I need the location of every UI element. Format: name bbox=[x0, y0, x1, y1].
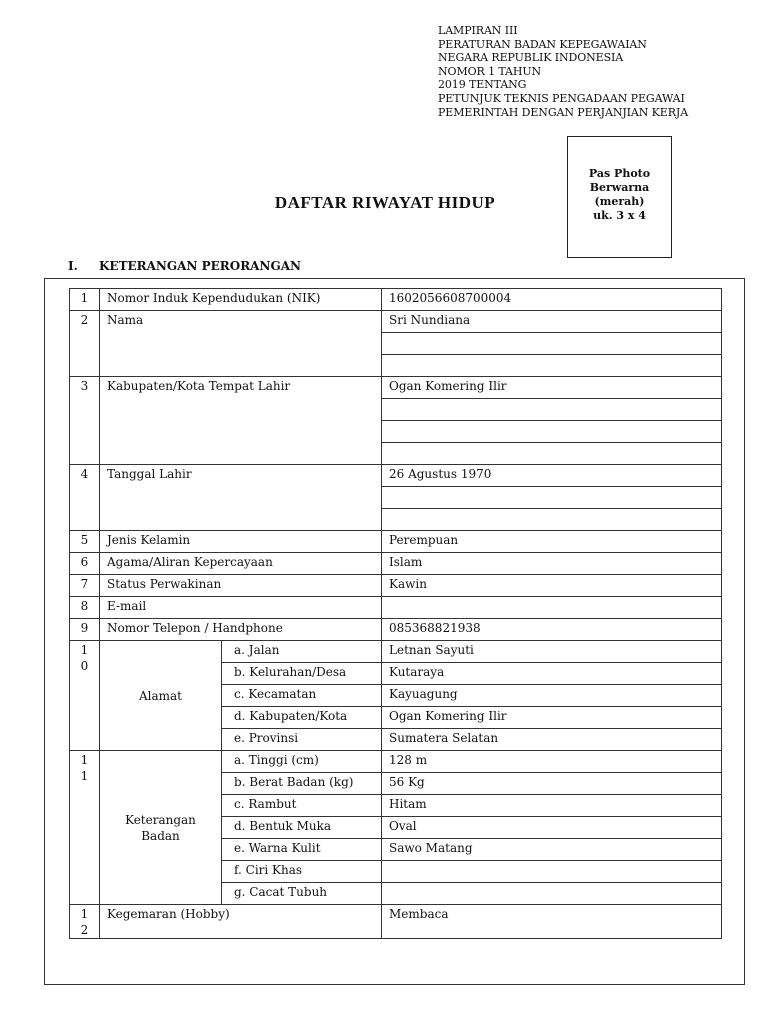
row-number bbox=[70, 641, 100, 751]
table-row bbox=[70, 311, 722, 333]
field-value: 085368821938 bbox=[382, 619, 722, 641]
lampiran-line: 2019 TENTANG bbox=[438, 78, 527, 92]
row-number: 6 bbox=[70, 553, 100, 575]
sub-field-label: d. Kabupaten/Kota bbox=[222, 707, 382, 729]
field-value-empty bbox=[382, 333, 722, 355]
section-number: I. bbox=[68, 259, 78, 273]
field-value: Hitam bbox=[382, 795, 722, 817]
row-number: 1 bbox=[70, 289, 100, 311]
lampiran-line: PEMERINTAH DENGAN PERJANJIAN KERJA bbox=[438, 105, 689, 119]
field-value: Membaca bbox=[382, 905, 722, 939]
section-heading bbox=[68, 259, 301, 273]
row-number: 8 bbox=[70, 597, 100, 619]
field-value: Islam bbox=[382, 553, 722, 575]
table-row bbox=[70, 641, 722, 663]
field-value-empty bbox=[382, 355, 722, 377]
label-line: Keterangan bbox=[125, 812, 196, 827]
table-row bbox=[70, 465, 722, 487]
lampiran-line: NOMOR 1 TAHUN bbox=[438, 64, 542, 78]
field-label: Tanggal Lahir bbox=[100, 465, 382, 531]
photo-caption-line: Berwarna bbox=[589, 181, 650, 194]
row-number: 3 bbox=[70, 377, 100, 465]
field-value bbox=[382, 597, 722, 619]
row-number bbox=[70, 905, 100, 939]
field-label: Nama bbox=[100, 311, 382, 377]
field-value bbox=[382, 861, 722, 883]
field-value: Perempuan bbox=[382, 531, 722, 553]
photo-caption-line: Pas Photo bbox=[588, 167, 651, 180]
field-value: Kawin bbox=[382, 575, 722, 597]
photo-caption-line: uk. 3 x 4 bbox=[593, 209, 646, 222]
field-label: E-mail bbox=[100, 597, 382, 619]
field-label: Jenis Kelamin bbox=[100, 531, 382, 553]
row-number: 7 bbox=[70, 575, 100, 597]
document-title: DAFTAR RIWAYAT HIDUP bbox=[274, 193, 496, 212]
sub-field-label: c. Kecamatan bbox=[222, 685, 382, 707]
row-number-digit: 1 bbox=[80, 769, 89, 783]
field-label: Agama/Aliran Kepercayaan bbox=[100, 553, 382, 575]
sub-field-label: f. Ciri Khas bbox=[222, 861, 382, 883]
row-number bbox=[70, 751, 100, 905]
field-value: 1602056608700004 bbox=[382, 289, 722, 311]
field-label: Nomor Induk Kependudukan (NIK) bbox=[100, 289, 382, 311]
lampiran-line: PETUNJUK TEKNIS PENGADAAN PEGAWAI bbox=[438, 91, 685, 105]
row-number: 9 bbox=[70, 619, 100, 641]
table-row bbox=[70, 597, 722, 619]
section-label: KETERANGAN PERORANGAN bbox=[99, 259, 301, 273]
field-value-empty bbox=[382, 421, 722, 443]
field-value: 56 Kg bbox=[382, 773, 722, 795]
field-value: 26 Agustus 1970 bbox=[382, 465, 722, 487]
field-value-empty bbox=[382, 399, 722, 421]
sub-field-label: d. Bentuk Muka bbox=[222, 817, 382, 839]
table-row bbox=[70, 619, 722, 641]
field-value: Ogan Komering Ilir bbox=[382, 377, 722, 399]
photo-caption-line: (merah) bbox=[594, 195, 645, 208]
row-number-digit: 1 bbox=[80, 907, 89, 921]
table-row bbox=[70, 905, 722, 939]
row-number-digit: 1 bbox=[80, 753, 89, 767]
field-label: Kabupaten/Kota Tempat Lahir bbox=[100, 377, 382, 465]
row-number: 5 bbox=[70, 531, 100, 553]
field-value bbox=[382, 883, 722, 905]
table-row bbox=[70, 553, 722, 575]
sub-field-label: g. Cacat Tubuh bbox=[222, 883, 382, 905]
sub-field-label: e. Provinsi bbox=[222, 729, 382, 751]
table-row bbox=[70, 289, 722, 311]
field-label-keterangan-badan bbox=[100, 751, 222, 905]
row-number-digit: 2 bbox=[80, 923, 89, 937]
field-value-empty bbox=[382, 443, 722, 465]
lampiran-header bbox=[438, 24, 688, 119]
field-label: Nomor Telepon / Handphone bbox=[100, 619, 382, 641]
sub-field-label: a. Jalan bbox=[222, 641, 382, 663]
field-value: 128 m bbox=[382, 751, 722, 773]
row-number-digit: 1 bbox=[80, 643, 89, 657]
field-value-empty bbox=[382, 487, 722, 509]
label-line: Badan bbox=[141, 828, 180, 843]
field-label: Status Perwakinan bbox=[100, 575, 382, 597]
row-number: 4 bbox=[70, 465, 100, 531]
field-value: Sri Nundiana bbox=[382, 311, 722, 333]
field-label-alamat: Alamat bbox=[100, 641, 222, 751]
field-value: Ogan Komering Ilir bbox=[382, 707, 722, 729]
field-value: Kutaraya bbox=[382, 663, 722, 685]
field-value-empty bbox=[382, 509, 722, 531]
lampiran-line: PERATURAN BADAN KEPEGAWAIAN bbox=[438, 37, 647, 51]
row-number-digit: 0 bbox=[80, 659, 89, 673]
sub-field-label: e. Warna Kulit bbox=[222, 839, 382, 861]
sub-field-label: c. Rambut bbox=[222, 795, 382, 817]
field-value: Sumatera Selatan bbox=[382, 729, 722, 751]
field-value: Sawo Matang bbox=[382, 839, 722, 861]
table-row bbox=[70, 751, 722, 773]
lampiran-line: LAMPIRAN III bbox=[438, 24, 518, 37]
table-row bbox=[70, 575, 722, 597]
field-value: Letnan Sayuti bbox=[382, 641, 722, 663]
lampiran-line: NEGARA REPUBLIK INDONESIA bbox=[438, 51, 624, 65]
table-row bbox=[70, 531, 722, 553]
sub-field-label: a. Tinggi (cm) bbox=[222, 751, 382, 773]
field-label: Kegemaran (Hobby) bbox=[100, 905, 382, 939]
field-value: Kayuagung bbox=[382, 685, 722, 707]
sub-field-label: b. Kelurahan/Desa bbox=[222, 663, 382, 685]
personal-info-table bbox=[69, 288, 722, 939]
table-row bbox=[70, 377, 722, 399]
field-value: Oval bbox=[382, 817, 722, 839]
row-number: 2 bbox=[70, 311, 100, 377]
sub-field-label: b. Berat Badan (kg) bbox=[222, 773, 382, 795]
